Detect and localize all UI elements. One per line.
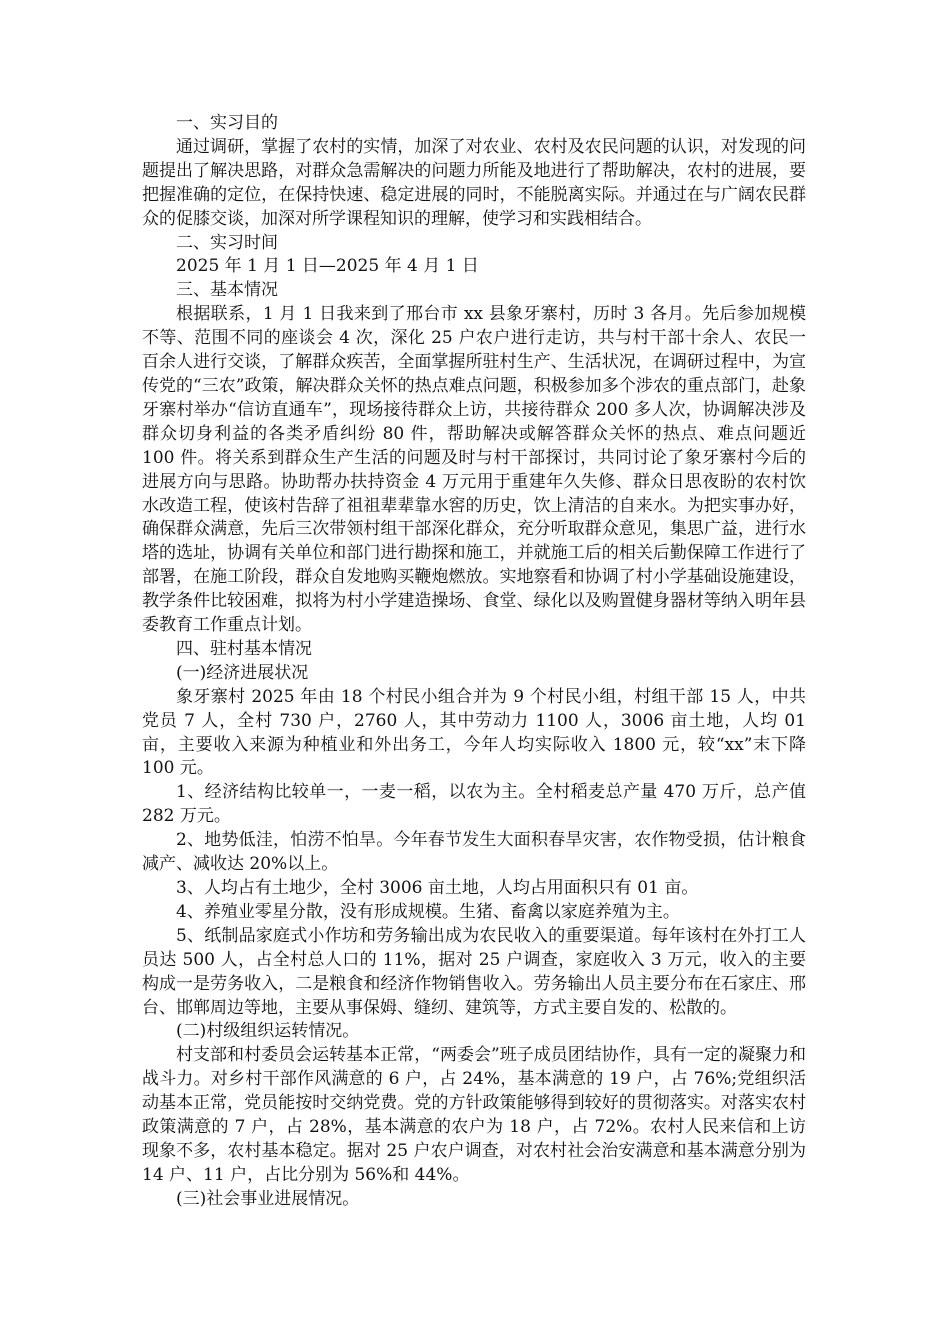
subheading-social: (三)社会事业进展情况。 [176, 1188, 360, 1209]
heading-time: 二、实习时间 [176, 232, 278, 253]
heading-purpose: 一、实习目的 [176, 113, 278, 133]
heading-basic: 三、基本情况 [176, 280, 278, 301]
heading-village: 四、驻村基本情况 [176, 638, 312, 659]
document-body [142, 112, 806, 1212]
subheading-organization: (二)村级组织运转情况。 [176, 1021, 360, 1042]
paragraph-item-5: 5、纸制品家庭式小作坊和劳务输出成为农民收入的重要渠道。每年该村在外打工人员达 500 人，占全村总人口的 11%，据对 25 户调查，家庭收入 3 万元，收入的主要构成一是劳务收入，二是粮食和经济作物销售收入。劳务输出人员主要分布在石家庄、邢台、邯郸周边等地，主要从事保姆、缝纫、建筑等，方式主要自发的、松散的。 [142, 925, 806, 1018]
subheading-economy: (一)经济进展状况 [176, 662, 309, 683]
paragraph-item-3: 3、人均占有土地少，全村 3006 亩土地，人均占用面积只有 01 亩。 [176, 878, 699, 898]
paragraph-item-4: 4、养殖业零星分散，没有形成规模。生猪、畜禽以家庭养殖为主。 [176, 901, 680, 922]
paragraph-basic: 根据联系，1 月 1 日我来到了邢台市 xx 县象牙寨村，历时 3 各月。先后参加规模不等、范围不同的座谈会 4 次，深化 25 户农户进行走访，共与村干部十余人、农民一百余人进行交谈，了解群众疾苦，全面掌握所驻村生产、生活状况，在调研过程中，为宣传党的“三农”政策，解决群众关怀的热点难点问题，积极参加多个涉农的重点部门，赴象牙寨村举办“信访直通车”，现场接待群众上访，共接待群众 200 多人次，协调解决涉及群众切身利益的各类矛盾纠纷 80 件，帮助解决或解答群众关怀的热点、难点问题近 100 件。将关系到群众生产生活的问题及时与村干部探讨，共同讨论了象牙寨村今后的进展方向与思路。协助帮办扶持资金 4 万元用于重建年久失修、群众日思夜盼的农村饮水改造工程，使该村告辞了祖祖辈辈靠水窖的历史，饮上清洁的自来水。为把实事办好，确保群众满意，先后三次带领村组干部深化群众，充分听取群众意见，集思广益，进行水塔的选址，协调有关单位和部门进行勘探和施工，并就施工后的相关后勤保障工作进行了部署，在施工阶段，群众自发地购买鞭炮燃放。实地察看和协调了村小学基础设施建设，教学条件比较困难，拟将为村小学建造操场、食堂、绿化以及购置健身器材等纳入明年县委教育工作重点计划。 [142, 304, 806, 636]
paragraph-economy: 象牙寨村 2025 年由 18 个村民小组合并为 9 个村民小组，村组干部 15 人，中共党员 7 人，全村 730 户，2760 人，其中劳动力 1100 人，3006 亩土地，人均 01 亩，主要收入来源为种植业和外出务工，今年人均实际收入 1800 元，较“xx”末下降 100 元。 [142, 686, 806, 779]
paragraph-organization: 村支部和村委员会运转基本正常，“两委会”班子成员团结协作，具有一定的凝聚力和战斗力。对乡村干部作风满意的 6 户，占 24%，基本满意的 19 户，占 76%;党组织活动基本正常，党员能按时交纳党费。党的方针政策能够得到较好的贯彻落实。对落实农村政策满意的 7 户，占 28%，基本满意的农户为 18 户，占 72%。农村人民来信和上访现象不多，农村基本稳定。据对 25 户农户调查，对农村社会治安满意和基本满意分别为 14 户、11 户，占比分别为 56%和 44%。 [142, 1045, 806, 1185]
paragraph-time: 2025 年 1 月 1 日—2025 年 4 月 1 日 [176, 256, 479, 277]
paragraph-purpose: 通过调研，掌握了农村的实情，加深了对农业、农村及农民问题的认识，对发现的问题提出了解决思路，对群众急需解决的问题力所能及地进行了帮助解决，农村的进展，要把握准确的定位，在保持快速、稳定进展的同时，不能脱离实际。并通过在与广阔农民群众的促膝交谈，加深对所学课程知识的理解，使学习和实践相结合。 [142, 136, 806, 229]
paragraph-item-1: 1、经济结构比较单一，一麦一稻，以农为主。全村稻麦总产量 470 万斤，总产值 282 万元。 [142, 782, 806, 827]
paragraph-item-2: 2、地势低洼，怕涝不怕旱。今年春节发生大面积春旱灾害，农作物受损，估计粮食减产、减收达 20%以上。 [142, 830, 806, 875]
